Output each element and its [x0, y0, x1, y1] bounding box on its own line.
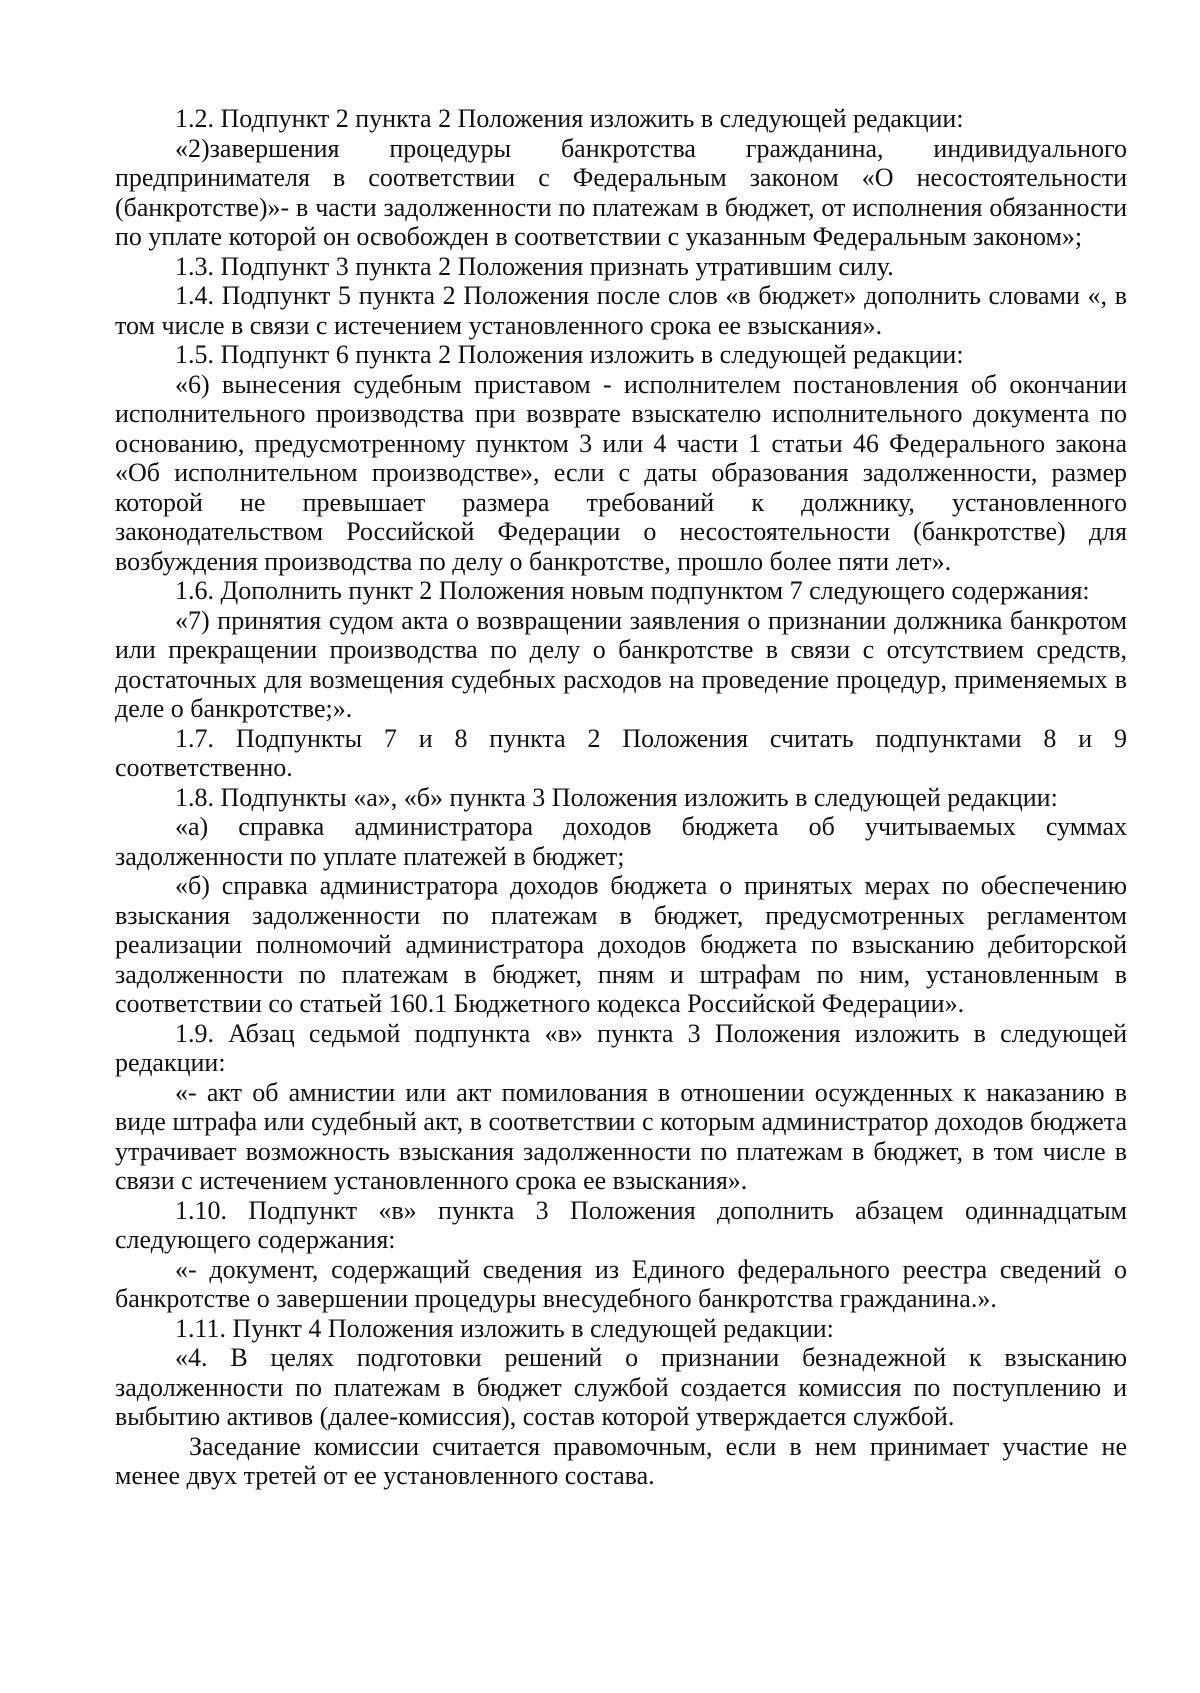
paragraph-1-11: 1.11. Пункт 4 Положения изложить в следующей редакции:	[175, 1313, 834, 1343]
paragraph-1-4: 1.4. Подпункт 5 пункта 2 Положения после слов «в бюджет» дополнить словами «, в том числе в связи с истечением установленного срока ее взыскания».	[115, 281, 1127, 340]
document-body	[115, 104, 1127, 1491]
paragraph-1-2: 1.2. Подпункт 2 пункта 2 Положения изложить в следующей редакции:	[175, 104, 964, 133]
paragraph-registry-document: «- документ, содержащий сведения из Единого федерального реестра сведений о банкротстве о завершении процедуры внесудебного банкротства гражданина.».	[115, 1254, 1127, 1313]
paragraph-1-3: 1.3. Подпункт 3 пункта 2 Положения признать утратившим силу.	[175, 251, 894, 281]
paragraph-1-10: 1.10. Подпункт «в» пункта 3 Положения дополнить абзацем одиннадцатым следующего содержания:	[115, 1195, 1127, 1254]
paragraph-1-7: 1.7. Подпункты 7 и 8 пункта 2 Положения считать подпунктами 8 и 9 соответственно.	[115, 723, 1127, 782]
paragraph-subitem-6: «6) вынесения судебным приставом - исполнителем постановления об окончании исполнительного производства при возврате взыскателю исполнительного документа по основанию, предусмотренному пунктом 3 или 4 части 1 статьи 46 Федерального закона «Об исполнительном производстве», если с даты образования задолженности, размер которой не превышает размера требований к должнику, установленного законодательством Российской Федерации о несостоятельности (банкротстве) для возбуждения производства по делу о банкротстве, прошло более пяти лет».	[115, 369, 1127, 576]
paragraph-subitem-a: «а) справка администратора доходов бюджета об учитываемых суммах задолженности по уплате платежей в бюджет;	[115, 812, 1127, 871]
paragraph-subitem-7: «7) принятия судом акта о возвращении заявления о признании должника банкротом или прекращении производства по делу о банкротстве в связи с отсутствием средств, достаточных для возмещения судебных расходов на проведение процедур, применяемых в деле о банкротстве;».	[115, 605, 1127, 723]
paragraph-1-5: 1.5. Подпункт 6 пункта 2 Положения изложить в следующей редакции:	[175, 340, 964, 369]
paragraph-1-6: 1.6. Дополнить пункт 2 Положения новым подпунктом 7 следующего содержания:	[175, 576, 1090, 605]
paragraph-item-4: «4. В целях подготовки решений о признании безнадежной к взысканию задолженности по платежам в бюджет службой создается комиссия по поступлению и выбытию активов (далее-комиссия), состав которой утверждается службой.	[115, 1343, 1127, 1431]
paragraph-1-9: 1.9. Абзац седьмой подпункта «в» пункта 3 Положения изложить в следующей редакции:	[115, 1018, 1127, 1077]
paragraph-quorum: Заседание комиссии считается правомочным, если в нем принимает участие не менее двух третей от ее установленного состава.	[115, 1431, 1127, 1490]
paragraph-subitem-2: «2)завершения процедуры банкротства гражданина, индивидуального предпринимателя в соответствии с Федеральным законом «О несостоятельности (банкротстве)»- в части задолженности по платежам в бюджет, от исполнения обязанности по уплате которой он освобожден в соответствии с указанным Федеральным законом»;	[115, 133, 1127, 251]
paragraph-subitem-b: «б) справка администратора доходов бюджета о принятых мерах по обеспечению взыскания задолженности по платежам в бюджет, предусмотренных регламентом реализации полномочий администратора доходов бюджета по взысканию дебиторской задолженности по платежам в бюджет, пням и штрафам по ним, установленным в соответствии со статьей 160.1 Бюджетного кодекса Российской Федерации».	[115, 871, 1127, 1018]
paragraph-1-8: 1.8. Подпункты «а», «б» пункта 3 Положения изложить в следующей редакции:	[175, 782, 1058, 812]
paragraph-amnesty-act: «- акт об амнистии или акт помилования в отношении осужденных к наказанию в виде штрафа или судебный акт, в соответствии с которым администратор доходов бюджета утрачивает возможность взыскания задолженности по платежам в бюджет, в том числе в связи с истечением установленного срока ее взыскания».	[115, 1077, 1127, 1195]
